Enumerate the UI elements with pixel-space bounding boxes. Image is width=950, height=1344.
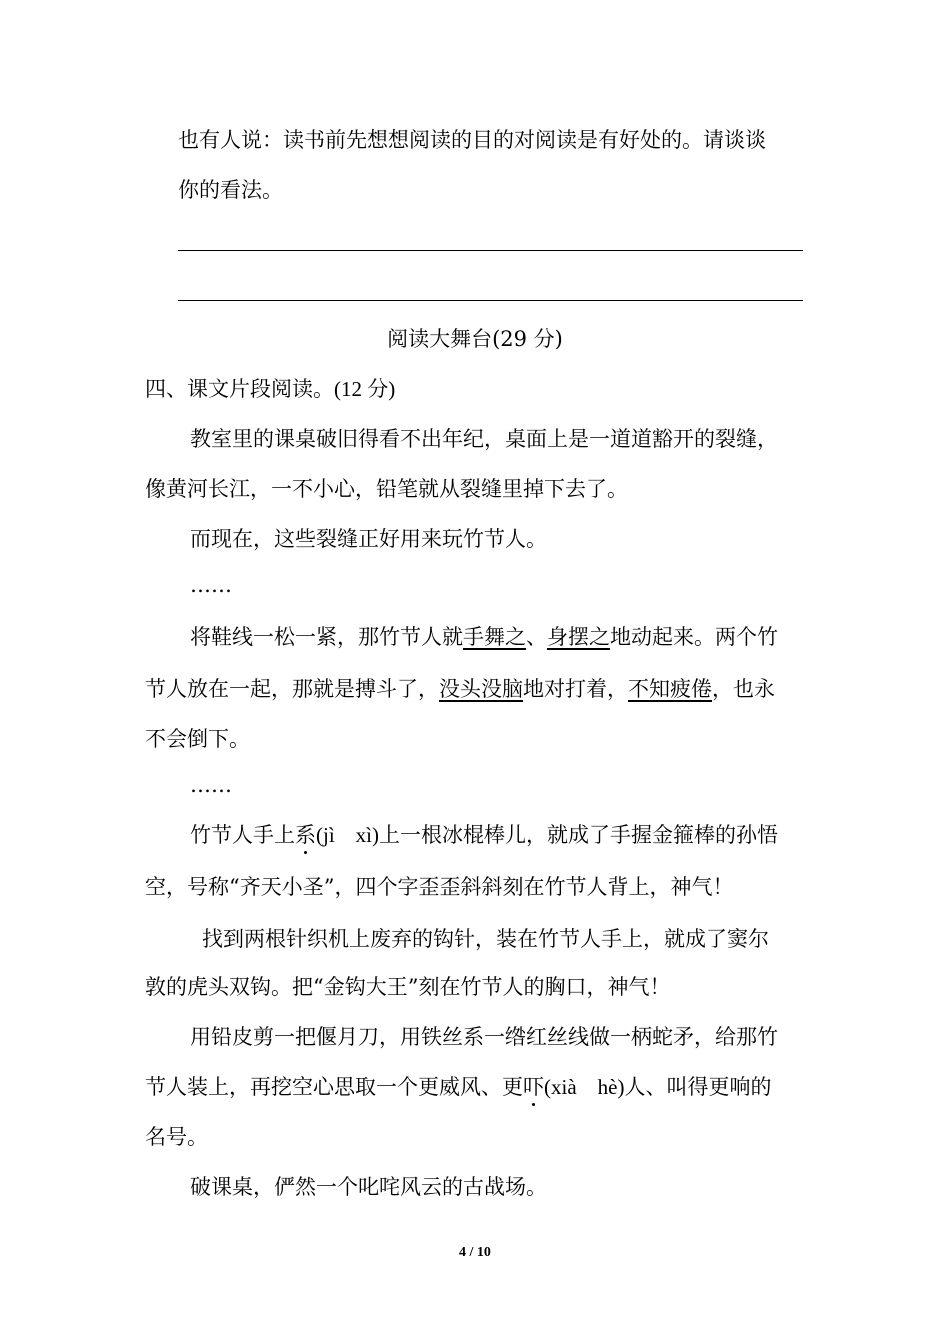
underlined-phrase-1: 手舞之: [463, 625, 526, 649]
ellipsis-2: ……: [190, 773, 232, 797]
passage-p2: 而现在，这些裂缝正好用来玩竹节人。: [190, 527, 547, 551]
pinyin-choice-2: (xià hè): [544, 1075, 625, 1099]
answer-line-2[interactable]: [178, 300, 803, 301]
question-4-title: 四、课文片段阅读。: [145, 377, 334, 401]
passage-p3-line-2: [145, 674, 775, 704]
passage-p1-line-2: 像黄河长江，一不小心，铅笔就从裂缝里掉下去了。: [145, 477, 628, 501]
underlined-phrase-3: 没头没脑: [439, 677, 523, 701]
underlined-phrase-2: 身摆之: [547, 625, 610, 649]
p6-text-a: 节人装上，再挖空心思取一个更威风、更: [145, 1075, 523, 1099]
p6-text-b: 人、叫得更响的: [624, 1075, 772, 1099]
passage-p6-line-3: 名号。: [145, 1125, 208, 1149]
page-number: 4 / 10: [459, 1245, 491, 1260]
underlined-phrase-4: 不知疲倦: [628, 677, 712, 701]
passage-p3-line-3: 不会倒下。: [145, 727, 250, 751]
dotted-char-xi: 系: [295, 820, 316, 850]
question-text-line-2: 你的看法。: [178, 178, 283, 202]
p3-line2-text-c: ，也永: [712, 677, 775, 701]
p3-text-c: 地动起来。两个竹: [610, 625, 778, 649]
p3-text-b: 、: [526, 625, 547, 649]
question-text-line-1: 也有人说：读书前先想想阅读的目的对阅读是有好处的。请谈谈: [178, 128, 766, 152]
passage-p5-line-2: 敦的虎头双钩。把“金钩大王”刻在竹节人的胸口，神气！: [145, 975, 671, 999]
passage-p4-line-1: [190, 820, 778, 850]
p3-text-a: 将鞋线一松一紧，那竹节人就: [190, 625, 463, 649]
passage-p7: 破课桌，俨然一个叱咤风云的古战场。: [190, 1175, 547, 1199]
passage-p1-line-1: 教室里的课桌破旧得看不出年纪，桌面上是一道道豁开的裂缝，: [190, 427, 778, 451]
p3-line2-text-b: 地对打着，: [523, 677, 628, 701]
passage-p4-line-2: 空，号称“齐天小圣”，四个字歪歪斜斜刻在竹节人背上，神气！: [145, 875, 734, 899]
question-4-score: (12 分): [334, 377, 396, 401]
answer-line-1[interactable]: [178, 250, 803, 251]
p3-line2-text-a: 节人放在一起，那就是搏斗了，: [145, 677, 439, 701]
passage-p5-line-1: 找到两根针织机上废弃的钩针，装在竹节人手上，就成了窦尔: [202, 927, 769, 951]
p4-text-b: 上一根冰棍棒儿，就成了手握金箍棒的孙悟: [379, 823, 778, 847]
dotted-char-xia: 吓: [523, 1072, 544, 1102]
pinyin-choice-1: (jì xì): [316, 823, 379, 847]
passage-p6-line-2: [145, 1072, 771, 1102]
passage-p3-line-1: [190, 622, 778, 652]
passage-p6-line-1: 用铅皮剪一把偃月刀，用铁丝系一绺红丝线做一柄蛇矛，给那竹: [190, 1025, 778, 1049]
p4-text-a: 竹节人手上: [190, 823, 295, 847]
section-title: 阅读大舞台(29 分): [387, 327, 563, 351]
ellipsis-1: ……: [190, 573, 232, 597]
question-4-heading: [145, 374, 395, 404]
